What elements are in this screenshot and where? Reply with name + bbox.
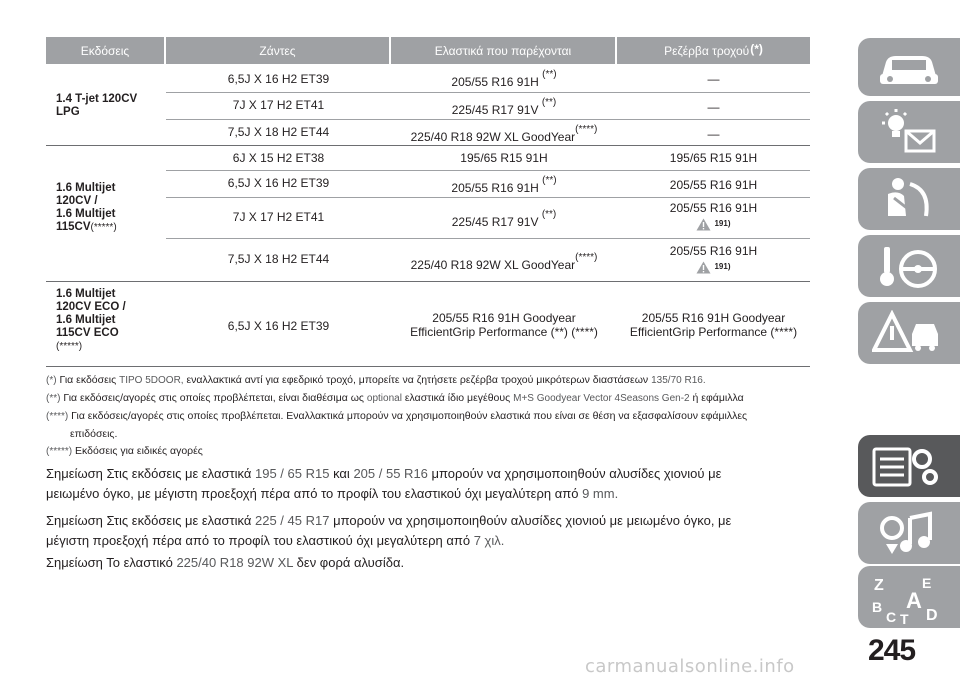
rim-cell: 6,5J X 16 H2 ET39 [227,72,330,86]
watermark: carmanualsonline.info [585,656,795,677]
spare-cell: 205/55 R16 91H Goodyear EfficientGrip Performance (****) [629,311,798,339]
index-letter: D [926,607,938,624]
col-header-versions: Εκδόσεις [46,37,166,64]
row-divider [166,92,810,93]
spare-cell: 205/55 R16 91H 191) [617,244,810,274]
note-paragraph: Σημείωση Στις εκδόσεις με ελαστικά 195 / 65 R15 και 205 / 55 R16 μπορούν να χρησιμοποιηθούν αλυσίδες χιονιού με μειωμένο όγκο, με μέγιστη προεξοχή πέρα από το προφίλ του ελαστικού όχι μεγαλύτερη από 9 mm. [46,466,722,501]
row-divider [166,238,810,239]
tab-starting-driving[interactable] [858,235,960,297]
rim-cell: 7J X 17 H2 ET41 [232,98,325,112]
group-divider [46,145,810,146]
col-header-rims: Ζάντες [166,37,391,64]
rim-cell: 7,5J X 18 H2 ET44 [227,252,330,266]
spare-cell: 195/65 R15 91H [669,151,758,165]
warning-triangle-icon [696,218,711,231]
footnote: (*****) Εκδόσεις για ειδικές αγορές [46,445,203,457]
spare-cell: 205/55 R16 91H [669,178,758,192]
group-divider [46,366,810,367]
tyre-cell: 225/45 R17 91V (**) [451,97,557,117]
note-paragraph: Σημείωση Στις εκδόσεις με ελαστικά 225 / 45 R17 μπορούν να χρησιμοποιηθούν αλυσίδες χιονιού με μειωμένο όγκο, με μέγιστη προεξοχή πέρα από το προφίλ του ελαστικού όχι μεγαλύτερη από 7 χιλ. [46,513,732,548]
rim-cell: 6J X 15 H2 ET38 [232,151,325,165]
footnote-continued: επιδόσεις. [70,428,118,440]
tab-multimedia[interactable] [858,502,960,564]
footnote-mark: (*) [750,41,763,56]
tab-index[interactable] [858,566,960,628]
note-paragraph: Σημείωση Το ελαστικό 225/40 R18 92W XL δεν φορά αλυσίδα. [46,555,405,570]
rim-cell: 6,5J X 16 H2 ET39 [227,319,330,333]
tab-emergency[interactable] [858,302,960,364]
tyre-cell: 195/65 R15 91H [460,151,548,165]
row-divider [166,170,810,171]
key-steering-icon [872,243,946,291]
model-cell: 1.6 Multijet 120CV ECO / 1.6 Multijet 115CV ECO (*****) [56,288,126,352]
rim-cell: 7,5J X 18 H2 ET44 [227,125,330,139]
col-header-spare: Ρεζέρβα τροχού (*) [664,41,763,58]
model-cell: 1.6 Multijet 120CV / 1.6 Multijet 115CV(*****) [56,182,117,233]
tab-dashboard[interactable] [858,38,960,96]
model-cell: 1.4 T-jet 120CV LPG [56,93,138,118]
warning-lights-icon [872,109,946,157]
footnote: (*) Για εκδόσεις TIPO 5DOOR, εναλλακτικά αντί για εφεδρικό τροχό, μπορείτε να ζητήσετε ρεζέρβα τροχού μικρότερων διαστάσεων 135/70 R16. [46,374,706,386]
table-header [46,37,810,64]
airbag-safety-icon [872,176,946,224]
warning-reference: 191) [696,217,730,231]
tyre-cell: 205/55 R16 91H Goodyear EfficientGrip Performance (**) (****) [410,311,598,339]
row-divider [166,119,810,120]
footnote: (**) Για εκδόσεις/αγορές στις οποίες προβλέπεται, είναι διαθέσιμα ως optional ελαστικά ίδιο μεγέθους M+S Goodyear Vector 4Seasons Gen-2 ή εφάμιλλα [46,392,744,404]
index-letter: C [886,609,897,624]
footnotes [46,372,816,461]
technical-specs-icon [872,443,946,491]
warning-reference: 191) [696,260,730,274]
rim-cell: 7J X 17 H2 ET41 [232,210,325,224]
index-letter: Z [874,577,884,594]
spare-cell: — [707,100,720,114]
index-letters-icon [872,574,946,624]
tyre-cell: 225/45 R17 91V (**) [451,209,557,229]
spare-cell: — [707,72,720,86]
rim-cell: 6,5J X 16 H2 ET39 [227,176,330,190]
row-divider [166,197,810,198]
tab-warning-lights[interactable] [858,101,960,163]
tyre-cell: 225/40 R18 92W XL GoodYear(****) [410,252,598,272]
tyre-cell: 205/55 R16 91H (**) [451,175,557,195]
index-letter: T [900,611,909,624]
tab-safety[interactable] [858,168,960,230]
tyre-cell: 225/40 R18 92W XL GoodYear(****) [410,124,598,144]
tyre-cell: 205/55 R16 91H (**) [451,69,557,89]
tab-technical-specs[interactable] [858,435,960,497]
index-letter: B [872,599,883,615]
multimedia-icon [872,510,946,558]
index-letter: E [922,575,932,591]
col-header-tyres: Ελαστικά που παρέχονται [391,37,617,64]
footnote: (****) Για εκδόσεις/αγορές στις οποίες προβλέπεται. Εναλλακτικά μπορούν να χρησιμοποιηθούν ελαστικά που είναι σε θέση να εξασφαλίσουν εφάμιλλες [46,410,748,422]
warning-triangle-icon [872,310,946,358]
warning-triangle-icon [696,261,711,274]
group-divider [46,281,810,282]
spare-cell: 205/55 R16 91H 191) [617,201,810,231]
spare-cell: — [707,127,720,141]
index-letter: A [906,588,922,613]
car-dashboard-icon [872,46,946,90]
page-number: 245 [868,634,916,667]
